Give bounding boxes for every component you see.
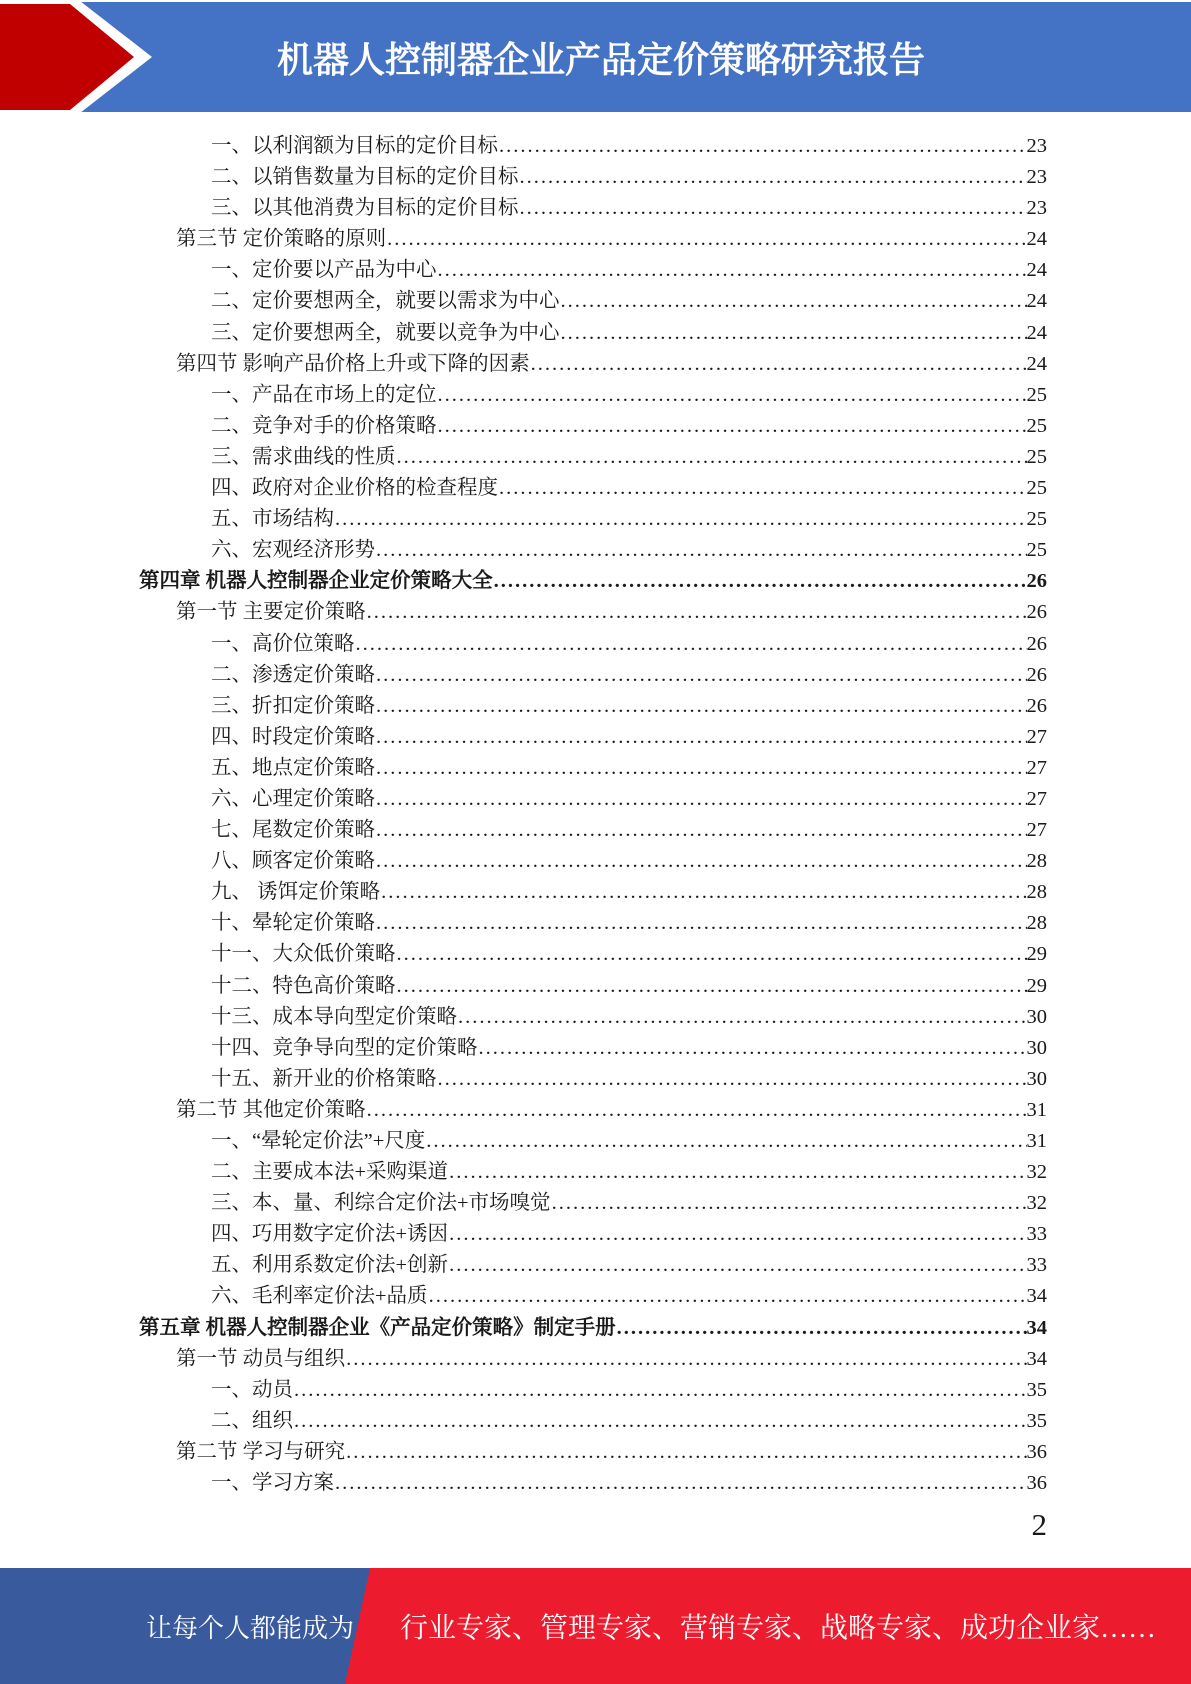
toc-entry[interactable] <box>0 286 1191 317</box>
toc-dot-leader <box>293 1375 1027 1406</box>
toc-entry-page-number: 27 <box>1026 756 1047 779</box>
footer-slogan-left: 让每个人都能成为 <box>146 1613 355 1643</box>
toc-entry-page-number: 26 <box>1026 694 1047 717</box>
toc-dot-leader <box>428 1281 1027 1312</box>
toc-entry-title: 三、需求曲线的性质 <box>211 445 396 468</box>
toc-dot-leader <box>493 566 1027 597</box>
footer-banner <box>0 1568 1191 1684</box>
toc-entry[interactable] <box>0 1468 1191 1499</box>
toc-entry-page-number: 23 <box>1026 135 1047 157</box>
toc-dot-leader <box>457 1002 1027 1033</box>
toc-entry[interactable] <box>0 473 1191 504</box>
toc-entry-title: 一、“晕轮定价法”+尺度 <box>211 1130 426 1152</box>
toc-dot-leader <box>437 255 1027 286</box>
toc-entry[interactable] <box>0 1281 1191 1312</box>
toc-dot-leader <box>375 846 1027 877</box>
toc-entry-title: 二、渗透定价策略 <box>211 663 375 686</box>
toc-entry-page-number: 26 <box>1026 663 1047 686</box>
toc-entry-page-number: 33 <box>1026 1223 1047 1246</box>
toc-entry-title: 三、定价要想两全，就要以竞争为中心 <box>211 321 560 344</box>
toc-entry[interactable] <box>0 1126 1191 1157</box>
toc-entry-title: 三、以其他消费为目标的定价目标 <box>211 197 519 220</box>
toc-entry[interactable] <box>0 1437 1191 1468</box>
toc-entry-title: 二、主要成本法+采购渠道 <box>211 1161 449 1184</box>
toc-entry-title: 十三、成本导向型定价策略 <box>211 1005 457 1028</box>
table-of-contents <box>0 131 1191 1499</box>
toc-entry-title: 三、折扣定价策略 <box>211 694 375 717</box>
toc-dot-leader <box>375 815 1027 846</box>
toc-entry[interactable] <box>0 504 1191 535</box>
toc-entry-title: 十一、大众低价策略 <box>211 943 396 966</box>
toc-entry[interactable] <box>0 597 1191 628</box>
toc-dot-leader <box>375 784 1027 815</box>
toc-entry-page-number: 26 <box>1026 570 1047 593</box>
toc-entry-title: 十、晕轮定价策略 <box>211 912 375 935</box>
page-header-banner <box>0 0 1191 114</box>
toc-dot-leader <box>396 971 1027 1002</box>
toc-entry[interactable] <box>0 193 1191 224</box>
toc-dot-leader <box>498 473 1027 504</box>
toc-entry-page-number: 25 <box>1026 539 1047 562</box>
toc-entry-page-number: 32 <box>1026 1161 1047 1184</box>
toc-dot-leader <box>375 535 1027 566</box>
toc-entry-page-number: 34 <box>1026 1347 1047 1370</box>
toc-entry[interactable] <box>0 318 1191 349</box>
toc-entry[interactable] <box>0 380 1191 411</box>
toc-entry[interactable] <box>0 1250 1191 1281</box>
toc-dot-leader <box>366 597 1027 628</box>
toc-entry-page-number: 36 <box>1026 1472 1047 1495</box>
toc-dot-leader <box>355 629 1027 660</box>
toc-entry-title: 三、本、量、利综合定价法+市场嗅觉 <box>211 1192 551 1215</box>
toc-entry[interactable] <box>0 224 1191 255</box>
toc-entry-page-number: 34 <box>1026 1285 1047 1308</box>
toc-entry-page-number: 28 <box>1026 881 1047 904</box>
toc-dot-leader <box>366 1095 1027 1126</box>
toc-dot-leader <box>551 1188 1027 1219</box>
toc-entry[interactable] <box>0 971 1191 1002</box>
toc-dot-leader <box>386 224 1026 255</box>
toc-entry-page-number: 25 <box>1026 445 1047 468</box>
toc-dot-leader <box>437 1064 1027 1095</box>
toc-entry-title: 第三节 定价策略的原则 <box>176 228 387 251</box>
toc-entry-page-number: 30 <box>1026 1067 1047 1090</box>
toc-entry[interactable] <box>0 846 1191 877</box>
toc-entry-page-number: 31 <box>1026 1130 1047 1152</box>
toc-entry-page-number: 23 <box>1026 166 1047 189</box>
toc-entry-title: 四、时段定价策略 <box>211 725 375 748</box>
toc-entry[interactable] <box>0 162 1191 193</box>
toc-entry-page-number: 29 <box>1026 974 1047 997</box>
toc-entry-title: 一、定价要以产品为中心 <box>211 259 437 282</box>
toc-entry[interactable] <box>0 660 1191 691</box>
toc-dot-leader <box>334 504 1027 535</box>
toc-entry-title: 一、学习方案 <box>211 1472 334 1495</box>
toc-entry[interactable] <box>0 442 1191 473</box>
toc-entry-page-number: 29 <box>1026 943 1047 966</box>
toc-entry-page-number: 31 <box>1026 1098 1047 1121</box>
toc-entry[interactable] <box>0 1064 1191 1095</box>
toc-entry[interactable] <box>0 535 1191 566</box>
page-number: 2 <box>1031 1507 1047 1542</box>
toc-entry-page-number: 24 <box>1026 259 1047 282</box>
toc-entry-title: 一、高价位策略 <box>211 632 355 655</box>
toc-entry-page-number: 36 <box>1026 1440 1047 1463</box>
toc-entry[interactable] <box>0 722 1191 753</box>
toc-entry[interactable] <box>0 1406 1191 1437</box>
toc-entry-page-number: 28 <box>1026 912 1047 935</box>
toc-entry-title: 第一节 动员与组织 <box>176 1347 346 1370</box>
toc-entry-page-number: 26 <box>1026 601 1047 624</box>
toc-dot-leader <box>448 1250 1026 1281</box>
toc-dot-leader <box>448 1219 1026 1250</box>
toc-dot-leader <box>293 1406 1027 1437</box>
toc-entry-title: 六、毛利率定价法+品质 <box>211 1285 428 1308</box>
toc-entry-title: 第四章 机器人控制器企业定价策略大全 <box>139 570 493 593</box>
toc-entry[interactable] <box>0 1188 1191 1219</box>
toc-entry[interactable] <box>0 1033 1191 1064</box>
toc-entry-page-number: 33 <box>1026 1254 1047 1277</box>
toc-dot-leader <box>616 1313 1027 1344</box>
toc-entry-title: 一、以利润额为目标的定价目标 <box>211 135 498 157</box>
toc-entry[interactable] <box>0 939 1191 970</box>
toc-entry[interactable] <box>0 255 1191 286</box>
toc-entry[interactable] <box>0 815 1191 846</box>
toc-entry-page-number: 24 <box>1026 290 1047 313</box>
toc-entry-title: 第一节 主要定价策略 <box>176 601 366 624</box>
toc-entry-page-number: 25 <box>1026 508 1047 531</box>
toc-entry-title: 一、动员 <box>211 1378 293 1401</box>
toc-entry-title: 二、以销售数量为目标的定价目标 <box>211 166 519 189</box>
toc-entry-title: 第二节 学习与研究 <box>176 1440 346 1463</box>
toc-dot-leader <box>530 349 1027 380</box>
toc-entry-title: 十五、新开业的价格策略 <box>211 1067 437 1090</box>
toc-entry[interactable] <box>0 629 1191 660</box>
toc-entry-page-number: 35 <box>1026 1378 1047 1401</box>
toc-entry-page-number: 23 <box>1026 197 1047 220</box>
toc-entry-title: 六、宏观经济形势 <box>211 539 375 562</box>
toc-dot-leader <box>396 939 1027 970</box>
toc-entry-title: 第五章 机器人控制器企业《产品定价策略》制定手册 <box>139 1316 616 1339</box>
toc-dot-leader <box>425 1126 1026 1157</box>
toc-entry-title: 五、利用系数定价法+创新 <box>211 1254 449 1277</box>
toc-entry-page-number: 28 <box>1026 850 1047 873</box>
toc-entry[interactable] <box>0 1002 1191 1033</box>
toc-entry[interactable] <box>0 784 1191 815</box>
toc-entry-page-number: 26 <box>1026 632 1047 655</box>
toc-entry-page-number: 25 <box>1026 477 1047 500</box>
toc-dot-leader <box>375 660 1027 691</box>
toc-entry-page-number: 32 <box>1026 1192 1047 1215</box>
toc-entry-page-number: 30 <box>1026 1036 1047 1059</box>
toc-entry-page-number: 35 <box>1026 1409 1047 1432</box>
toc-entry-title: 五、市场结构 <box>211 508 334 531</box>
toc-entry-title: 一、产品在市场上的定位 <box>211 383 437 406</box>
toc-dot-leader <box>380 877 1026 908</box>
toc-entry[interactable] <box>0 1344 1191 1375</box>
footer-slogan-right: 行业专家、管理专家、营销专家、战略专家、成功企业家…… <box>400 1613 1157 1644</box>
toc-entry-page-number: 24 <box>1026 321 1047 344</box>
toc-entry[interactable] <box>0 131 1191 162</box>
toc-entry-title: 十四、竞争导向型的定价策略 <box>211 1036 478 1059</box>
toc-entry[interactable] <box>0 1313 1191 1344</box>
toc-entry-title: 第二节 其他定价策略 <box>176 1098 366 1121</box>
toc-dot-leader <box>448 1157 1026 1188</box>
toc-entry-title: 十二、特色高价策略 <box>211 974 396 997</box>
toc-dot-leader <box>560 318 1027 349</box>
toc-entry-page-number: 30 <box>1026 1005 1047 1028</box>
toc-entry-page-number: 24 <box>1026 228 1047 251</box>
toc-dot-leader <box>345 1344 1026 1375</box>
toc-entry-page-number: 27 <box>1026 725 1047 748</box>
toc-entry-page-number: 24 <box>1026 352 1047 375</box>
toc-entry-title: 第四节 影响产品价格上升或下降的因素 <box>176 352 530 375</box>
toc-entry-title: 二、组织 <box>211 1409 293 1432</box>
toc-entry-page-number: 27 <box>1026 787 1047 810</box>
toc-dot-leader <box>519 193 1027 224</box>
toc-entry-page-number: 25 <box>1026 414 1047 437</box>
toc-dot-leader <box>498 131 1027 162</box>
toc-dot-leader <box>396 442 1027 473</box>
toc-dot-leader <box>345 1437 1026 1468</box>
toc-entry[interactable] <box>0 349 1191 380</box>
toc-entry[interactable] <box>0 1375 1191 1406</box>
toc-entry[interactable] <box>0 411 1191 442</box>
toc-entry-page-number: 25 <box>1026 383 1047 406</box>
toc-dot-leader <box>375 753 1027 784</box>
toc-entry-title: 五、地点定价策略 <box>211 756 375 779</box>
toc-entry[interactable] <box>0 753 1191 784</box>
toc-dot-leader <box>437 411 1027 442</box>
toc-entry[interactable] <box>0 877 1191 908</box>
toc-entry-title: 八、顾客定价策略 <box>211 850 375 873</box>
toc-entry-page-number: 34 <box>1026 1316 1047 1339</box>
toc-dot-leader <box>437 380 1027 411</box>
report-title: 机器人控制器企业产品定价策略研究报告 <box>277 38 926 80</box>
toc-entry-title: 二、竞争对手的价格策略 <box>211 414 437 437</box>
toc-entry[interactable] <box>0 1157 1191 1188</box>
toc-entry-title: 七、尾数定价策略 <box>211 819 375 842</box>
toc-dot-leader <box>375 722 1027 753</box>
toc-entry[interactable] <box>0 691 1191 722</box>
toc-entry-title: 四、巧用数字定价法+诱因 <box>211 1223 449 1246</box>
toc-dot-leader <box>334 1468 1027 1499</box>
toc-dot-leader <box>560 286 1027 317</box>
toc-dot-leader <box>519 162 1027 193</box>
toc-entry[interactable] <box>0 1095 1191 1126</box>
toc-entry-page-number: 27 <box>1026 819 1047 842</box>
toc-dot-leader <box>375 691 1027 722</box>
toc-entry-title: 四、政府对企业价格的检查程度 <box>211 477 498 500</box>
toc-entry-title: 六、心理定价策略 <box>211 787 375 810</box>
toc-entry[interactable] <box>0 908 1191 939</box>
toc-dot-leader <box>478 1033 1027 1064</box>
toc-entry-title: 九、 诱饵定价策略 <box>211 881 381 904</box>
toc-entry[interactable] <box>0 1219 1191 1250</box>
toc-dot-leader <box>375 908 1027 939</box>
toc-entry-title: 二、定价要想两全，就要以需求为中心 <box>211 290 560 313</box>
toc-entry[interactable] <box>0 566 1191 597</box>
